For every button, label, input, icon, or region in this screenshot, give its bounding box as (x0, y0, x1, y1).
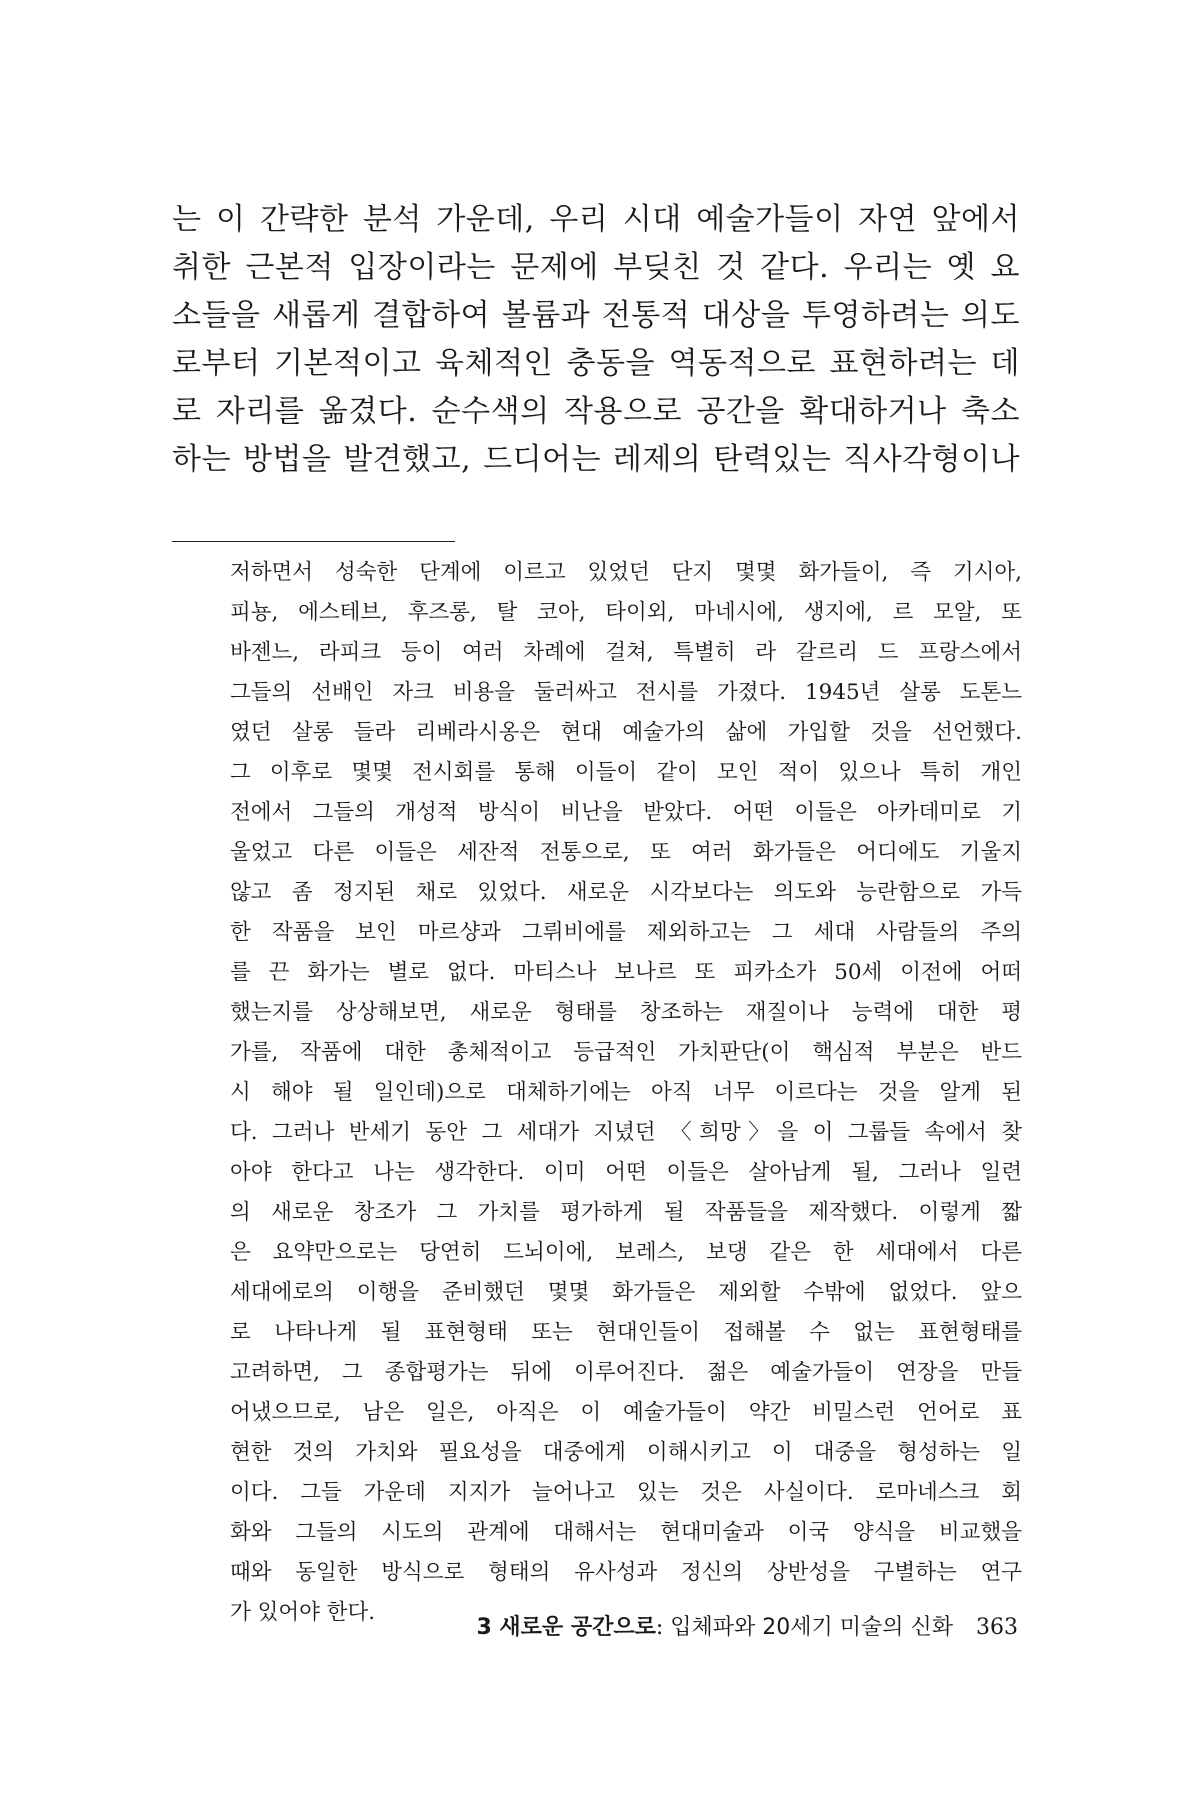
footnote-line: 를 끈 화가는 별로 없다. 마티스나 보나르 또 피카소가 50세 이전에 어떠 (230, 960, 1022, 985)
footnote-line: 그들의 선배인 자크 비용을 둘러싸고 전시를 가졌다. 1945년 살롱 도톤느 (230, 680, 1022, 705)
footnote-line: 화와 그들의 시도의 관계에 대해서는 현대미술과 이국 양식을 비교했을 (230, 1520, 1022, 1545)
footnote-line: 울었고 다른 이들은 세잔적 전통으로, 또 여러 화가들은 어디에도 기울지 (230, 840, 1022, 865)
body-text-line: 는 이 간략한 분석 가운데, 우리 시대 예술가들이 자연 앞에서 (172, 202, 1020, 237)
chapter-subtitle: 입체파와 20세기 미술의 신화 (670, 1615, 953, 1640)
footnote-line: 그 이후로 몇몇 전시회를 통해 이들이 같이 모인 적이 있으나 특히 개인 (230, 760, 1022, 785)
footnote-line: 이다. 그들 가운데 지지가 늘어나고 있는 것은 사실이다. 로마네스크 회 (230, 1480, 1022, 1505)
body-text-line: 소들을 새롭게 결합하여 볼륨과 전통적 대상을 투영하려는 의도 (172, 298, 1020, 333)
footnote (230, 553, 1022, 1633)
footnote-line: 바젠느, 라피크 등이 여러 차례에 걸쳐, 특별히 라 갈르리 드 프랑스에서 (230, 640, 1022, 665)
footnote-line: 세대에로의 이행을 준비했던 몇몇 화가들은 제외할 수밖에 없었다. 앞으 (230, 1280, 1022, 1305)
footnote-line: 않고 좀 정지된 채로 있었다. 새로운 시각보다는 의도와 능란함으로 가득 (230, 880, 1022, 905)
body-text (172, 196, 1020, 484)
footnote-line: 가 있어야 한다. (230, 1600, 376, 1625)
body-text-line: 로부터 기본적이고 육체적인 충동을 역동적으로 표현하려는 데 (172, 346, 1020, 381)
running-footer (410, 1612, 1018, 1644)
footnote-line: 피뇽, 에스테브, 후즈롱, 탈 코아, 타이외, 마네시에, 생지에, 르 모알, 또 (230, 600, 1022, 625)
footnote-divider (172, 541, 455, 542)
footnote-line: 가를, 작품에 대한 총체적이고 등급적인 가치판단(이 핵심적 부분은 반드 (230, 1040, 1022, 1065)
footnote-line: 고려하면, 그 종합평가는 뒤에 이루어진다. 젊은 예술가들이 연장을 만들 (230, 1360, 1022, 1385)
footnote-line: 했는지를 상상해보면, 새로운 형태를 창조하는 재질이나 능력에 대한 평 (230, 1000, 1022, 1025)
footnote-line: 어냈으므로, 남은 일은, 아직은 이 예술가들이 약간 비밀스런 언어로 표 (230, 1400, 1022, 1425)
footnote-line: 때와 동일한 방식으로 형태의 유사성과 정신의 상반성을 구별하는 연구 (230, 1560, 1022, 1585)
footnote-line: 다. 그러나 반세기 동안 그 세대가 지녔던 〈희망〉을 이 그룹들 속에서 찾 (230, 1120, 1022, 1145)
chapter-title: 3 새로운 공간으로 (476, 1615, 656, 1640)
page-number: 363 (976, 1615, 1018, 1640)
footnote-line: 현한 것의 가치와 필요성을 대중에게 이해시키고 이 대중을 형성하는 일 (230, 1440, 1022, 1465)
footnote-line: 은 요약만으로는 당연히 드뇌이에, 보레스, 보댕 같은 한 세대에서 다른 (230, 1240, 1022, 1265)
body-text-line: 취한 근본적 입장이라는 문제에 부딪친 것 같다. 우리는 옛 요 (172, 250, 1020, 285)
footnote-line: 로 나타나게 될 표현형태 또는 현대인들이 접해볼 수 없는 표현형태를 (230, 1320, 1022, 1345)
footnote-line: 시 해야 될 일인데)으로 대체하기에는 아직 너무 이르다는 것을 알게 된 (230, 1080, 1022, 1105)
footnote-line: 의 새로운 창조가 그 가치를 평가하게 될 작품들을 제작했다. 이렇게 짧 (230, 1200, 1022, 1225)
footnote-line: 였던 살롱 들라 리베라시옹은 현대 예술가의 삶에 가입할 것을 선언했다. (230, 720, 1022, 745)
body-text-line: 하는 방법을 발견했고, 드디어는 레제의 탄력있는 직사각형이나 (172, 442, 1020, 477)
footnote-line: 아야 한다고 나는 생각한다. 이미 어떤 이들은 살아남게 될, 그러나 일련 (230, 1160, 1022, 1185)
title-separator: : (655, 1615, 664, 1640)
footnote-line: 저하면서 성숙한 단계에 이르고 있었던 단지 몇몇 화가들이, 즉 기시아, (230, 560, 1022, 585)
footnote-line: 한 작품을 보인 마르샹과 그뤼비에를 제외하고는 그 세대 사람들의 주의 (230, 920, 1022, 945)
body-text-line: 로 자리를 옮겼다. 순수색의 작용으로 공간을 확대하거나 축소 (172, 394, 1020, 429)
footnote-line: 전에서 그들의 개성적 방식이 비난을 받았다. 어떤 이들은 아카데미로 기 (230, 800, 1022, 825)
